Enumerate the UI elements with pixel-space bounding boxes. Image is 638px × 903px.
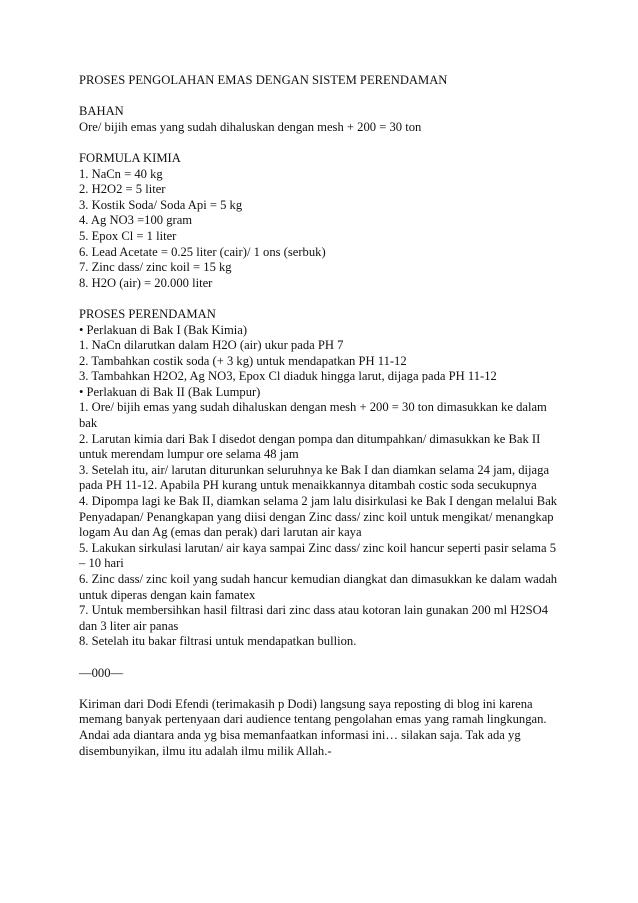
separator: —000—	[79, 665, 124, 680]
document-body	[79, 73, 565, 759]
spacer	[79, 135, 565, 151]
formula-heading: FORMULA KIMIA	[79, 150, 181, 165]
bak2-heading: • Perlakuan di Bak II (Bak Lumpur)	[79, 384, 261, 399]
bak2-step: 7. Untuk membersihkan hasil filtrasi dari zinc dass atau kotoran lain gunakan 200 ml H2SO4 dan 3 liter air panas	[79, 603, 549, 633]
bak2-step: 1. Ore/ bijih emas yang sudah dihaluskan dengan mesh + 200 = 30 ton dimasukkan ke dalam bak	[79, 400, 547, 431]
closing-paragraph: Kiriman dari Dodi Efendi (terimakasih p Dodi) langsung saya reposting di blog ini karena memang banyak pertenyaan dari audience tentang pengolahan emas yang ramah lingkungan. Andai ada diantara anda yg bisa memanfaatkan informasi ini… silakan saja. Tak ada yg disembunyikan, ilmu itu adalah ilmu milik Allah.-	[79, 696, 547, 758]
formula-item: 1. NaCn = 40 kg	[79, 166, 163, 181]
formula-item: 3. Kostik Soda/ Soda Api = 5 kg	[79, 197, 243, 212]
formula-item: 6. Lead Acetate = 0.25 liter (cair)/ 1 ons (serbuk)	[79, 244, 326, 259]
bak2-step: 5. Lakukan sirkulasi larutan/ air kaya sampai Zinc dass/ zinc koil hancur seperti pasir selama 5 – 10 hari	[79, 540, 557, 571]
formula-item: 8. H2O (air) = 20.000 liter	[79, 275, 213, 290]
formula-item: 2. H2O2 = 5 liter	[79, 182, 166, 197]
spacer	[79, 89, 565, 105]
bak2-step: 4. Dipompa lagi ke Bak II, diamkan selama 2 jam lalu disirkulasi ke Bak I dengan melalui Bak Penyadapan/ Penangkapan yang diisi dengan Zinc dass/ zinc koil untuk mengikat/ menangkap logam Au dan Ag (emas dan perak) dari larutan air kaya	[79, 494, 558, 540]
bak1-step: 3. Tambahkan H2O2, Ag NO3, Epox Cl diaduk hingga larut, dijaga pada PH 11-12	[79, 369, 497, 384]
bak2-step: 6. Zinc dass/ zinc koil yang sudah hancur kemudian diangkat dan dimasukkan ke dalam wadah untuk diperas dengan kain famatex	[79, 572, 558, 602]
bak1-step: 2. Tambahkan costik soda (+ 3 kg) untuk mendapatkan PH 11-12	[79, 353, 407, 368]
document-title: PROSES PENGOLAHAN EMAS DENGAN SISTEM PERENDAMAN	[79, 73, 448, 87]
bak2-step: 3. Setelah itu, air/ larutan diturunkan seluruhnya ke Bak I dan diamkan selama 24 jam, dijaga pada PH 11-12. Apabila PH kurang untuk menaikkannya ditambah costic soda secukupnya	[79, 462, 550, 493]
formula-item: 4. Ag NO3 =100 gram	[79, 213, 193, 228]
bak1-heading: • Perlakuan di Bak I (Bak Kimia)	[79, 322, 248, 337]
bahan-heading: BAHAN	[79, 104, 124, 119]
bak1-step: 1. NaCn dilarutkan dalam H2O (air) ukur pada PH 7	[79, 338, 344, 353]
bahan-text: Ore/ bijih emas yang sudah dihaluskan dengan mesh + 200 = 30 ton	[79, 119, 422, 134]
bak2-step: 8. Setelah itu bakar filtrasi untuk mendapatkan bullion.	[79, 634, 357, 649]
formula-item: 7. Zinc dass/ zinc koil = 15 kg	[79, 260, 232, 275]
spacer	[79, 291, 565, 307]
bak2-step: 2. Larutan kimia dari Bak I disedot dengan pompa dan ditumpahkan/ dimasukkan ke Bak II untuk merendam lumpur ore selama 48 jam	[79, 431, 541, 462]
formula-item: 5. Epox Cl = 1 liter	[79, 228, 177, 243]
proses-heading: PROSES PERENDAMAN	[79, 306, 216, 321]
spacer	[79, 650, 565, 666]
spacer	[79, 681, 565, 697]
